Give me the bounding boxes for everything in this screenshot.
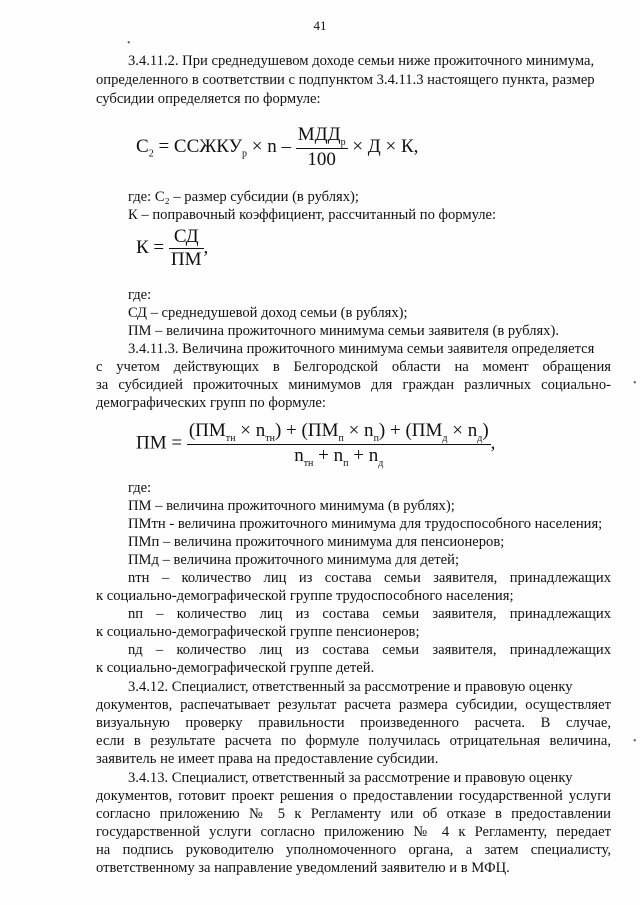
p4-line6: ответственному за направление уведомлений заявителю и в МФЦ.	[96, 860, 510, 876]
p3-line1: 3.4.12. Специалист, ответственный за рассмотрение и правовую оценку	[128, 679, 573, 695]
scan-speck: •	[127, 38, 131, 49]
where2-line1: СД – среднедушевой доход семьи (в рублях);	[128, 305, 408, 321]
p2-line4: демографических групп по формуле:	[96, 395, 326, 411]
scan-speck: •	[633, 378, 637, 389]
p3-line2: документов, распечатывает результат расчета размера субсидии, осуществляет	[96, 697, 611, 713]
where3-line8: к социально-демографической группе пенсионеров;	[96, 624, 420, 640]
formula-subsidy: $С_2$ = $ССЖКУ_р \times n$ – $\frac{МДД_р}{100}$ × Д × К,	[136, 124, 419, 170]
scan-speck: •	[633, 736, 637, 747]
where1-line2: К – поправочный коэффициент, рассчитанный по формуле:	[128, 207, 497, 223]
p4-line3: согласно приложению № 5 к Регламенту или об отказе в предоставлении	[96, 806, 611, 822]
where2-label: где:	[128, 287, 152, 303]
p4-line5: на подпись руководителю уполномоченного органа, а затем специалисту,	[96, 842, 611, 858]
where3-line2: ПМтн - величина прожиточного минимума для трудоспособного населения;	[128, 516, 603, 532]
formula-coefficient: К = $\frac{СД}{ПМ}$ ,	[136, 226, 209, 270]
p2-line1: 3.4.11.3. Величина прожиточного минимума семьи заявителя определяется	[128, 341, 595, 357]
where3-line10: к социально-демографической группе детей.	[96, 660, 375, 676]
where2-line2: ПМ – величина прожиточного минимума семьи заявителя (в рублях).	[128, 323, 559, 339]
where3-line9: nд – количество лиц из состава семьи заявителя, принадлежащих	[128, 642, 611, 658]
p4-line4: государственной услуги согласно приложению № 4 к Регламенту, передает	[96, 824, 611, 840]
where3-line7: nп – количество лиц из состава семьи заявителя, принадлежащих	[128, 606, 611, 622]
page-number: 41	[313, 18, 327, 33]
where3-line4: ПМд – величина прожиточного минимума для детей;	[128, 552, 460, 568]
p1-line3: субсидии определяется по формуле:	[96, 91, 321, 107]
formula-subsistence-minimum: ПМ = $\frac{(ПМ_{тн} \times n_{тн}) + (ПМ_п \times n_п) + (ПМ_д \times n_д)}{n_{тн} + n_п + n_д}$ ,	[136, 420, 496, 469]
p3-line4: если в результате расчета по формуле получилась отрицательная величина,	[96, 733, 611, 749]
p4-line1: 3.4.13. Специалист, ответственный за рассмотрение и правовую оценку	[128, 770, 573, 786]
where3-label: где:	[128, 480, 152, 496]
where3-line6: к социально-демографической группе трудоспособного населения;	[96, 588, 514, 604]
p1-line2: определенного в соответствии с подпунктом 3.4.11.3 настоящего пункта, размер	[96, 72, 595, 88]
p2-line2: с учетом действующих в Белгородской области на момент обращения	[96, 359, 611, 375]
where3-line3: ПМп – величина прожиточного минимума для пенсионеров;	[128, 534, 505, 550]
p4-line2: документов, готовит проект решения о предоставлении государственной услуги	[96, 788, 611, 804]
p1-line1: 3.4.11.2. При среднедушевом доходе семьи ниже прожиточного минимума,	[128, 53, 595, 69]
where3-line5: nтн – количество лиц из состава семьи заявителя, принадлежащих	[128, 570, 611, 586]
p3-line3: визуальную проверку правильности произведенного расчета. В случае,	[96, 715, 611, 731]
where1-line1: где: С₂ – размер субсидии (в рублях);	[128, 189, 359, 205]
p2-line3: за субсидией прожиточных минимумов для граждан различных социально-	[96, 377, 611, 393]
where3-line1: ПМ – величина прожиточного минимума (в рублях);	[128, 498, 455, 514]
p3-line5: заявитель не имеет права на предоставление субсидии.	[96, 751, 439, 767]
